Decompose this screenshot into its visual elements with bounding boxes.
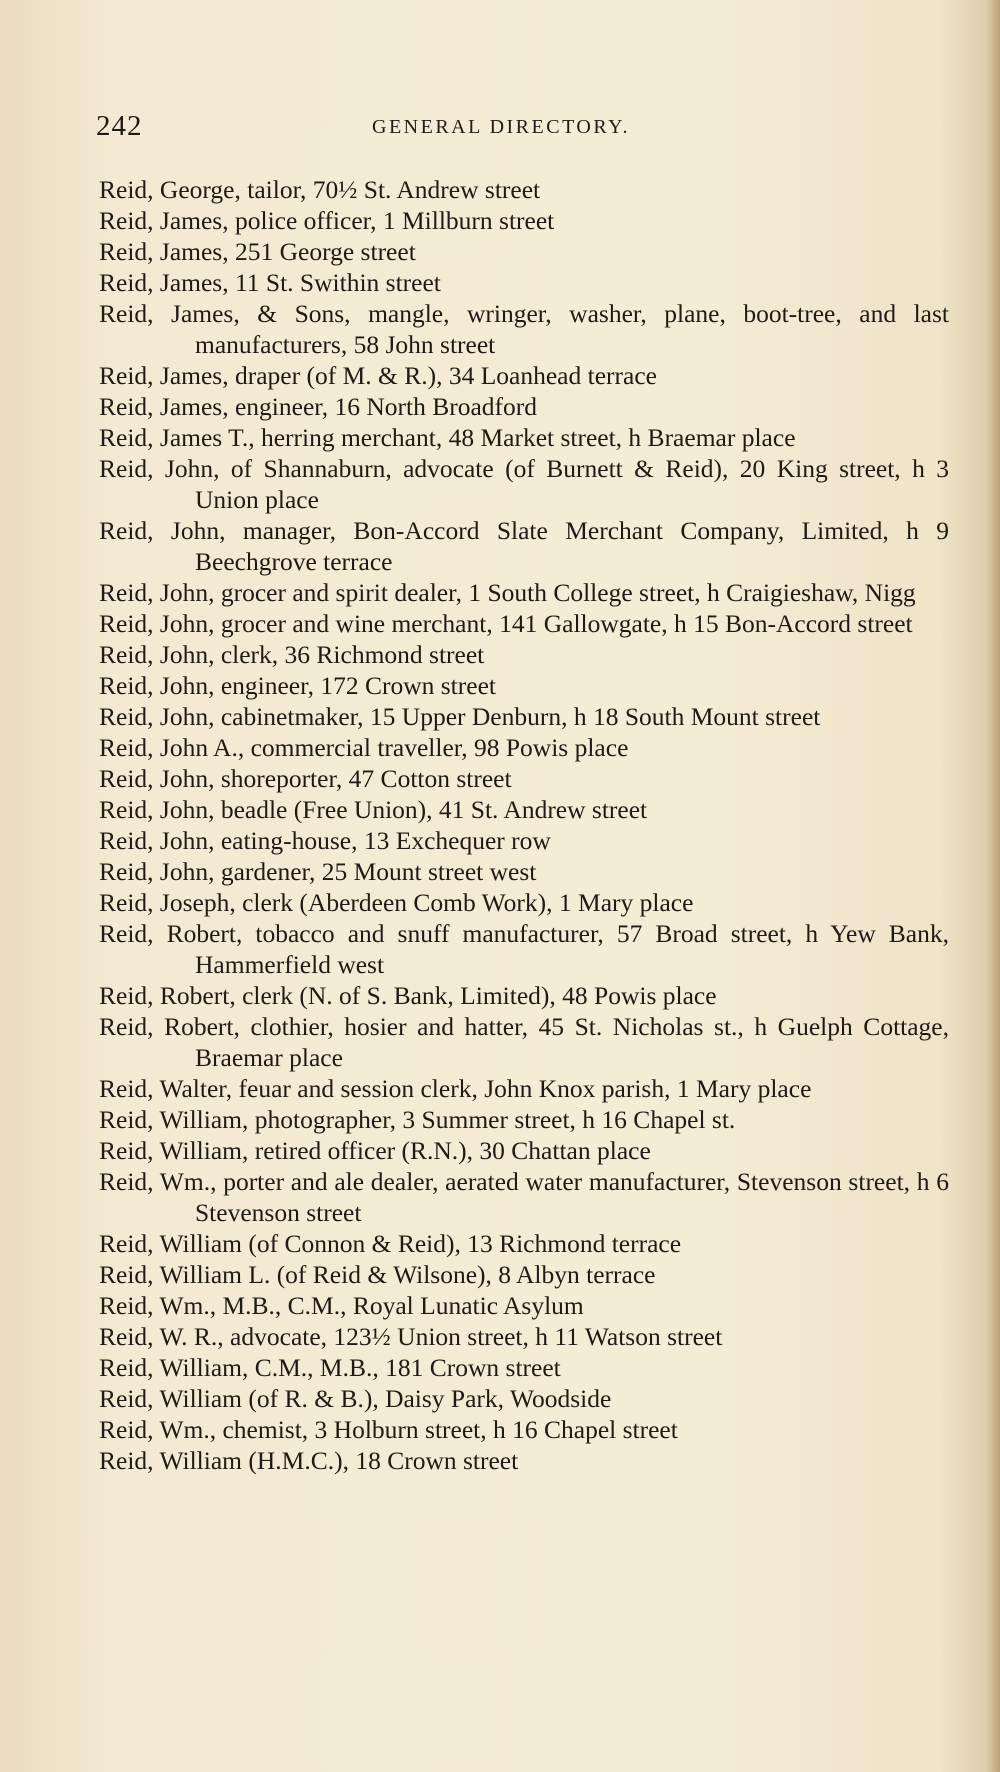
directory-entry: Reid, Robert, clerk (N. of S. Bank, Limited), 48 Powis place	[99, 981, 717, 1010]
directory-entry: Reid, Wm., chemist, 3 Holburn street, h 16 Chapel street	[99, 1415, 678, 1444]
directory-entry: Reid, John, clerk, 36 Richmond street	[99, 640, 485, 669]
directory-entry: Reid, Wm., porter and ale dealer, aerated water manufacturer, Stevenson street, h 6 Stevenson street	[99, 1167, 949, 1227]
directory-entry: Reid, John, eating-house, 13 Exchequer row	[99, 826, 551, 855]
directory-entry: Reid, William (of R. & B.), Daisy Park, Woodside	[99, 1384, 612, 1413]
directory-entry: Reid, John, manager, Bon-Accord Slate Merchant Company, Limited, h 9 Beechgrove terrace	[99, 516, 949, 576]
directory-entry: Reid, W. R., advocate, 123½ Union street, h 11 Watson street	[99, 1322, 723, 1351]
directory-entry: Reid, Joseph, clerk (Aberdeen Comb Work), 1 Mary place	[99, 888, 694, 917]
directory-entry: Reid, William, photographer, 3 Summer street, h 16 Chapel st.	[99, 1105, 736, 1134]
page-header	[96, 110, 956, 150]
directory-entry: Reid, John, of Shannaburn, advocate (of Burnett & Reid), 20 King street, h 3 Union place	[99, 454, 949, 514]
directory-entry: Reid, John, engineer, 172 Crown street	[99, 671, 496, 700]
directory-entry: Reid, Walter, feuar and session clerk, John Knox parish, 1 Mary place	[99, 1074, 812, 1103]
page-number: 242	[96, 110, 143, 142]
directory-entry: Reid, John, gardener, 25 Mount street west	[99, 857, 537, 886]
directory-entry: Reid, James, police officer, 1 Millburn street	[99, 206, 555, 235]
directory-entry: Reid, James, engineer, 16 North Broadford	[99, 392, 538, 421]
directory-entry: Reid, John A., commercial traveller, 98 Powis place	[99, 733, 629, 762]
directory-entry: Reid, William, retired officer (R.N.), 30 Chattan place	[99, 1136, 651, 1165]
directory-entry: Reid, Robert, clothier, hosier and hatter, 45 St. Nicholas st., h Guelph Cottage, Braemar place	[99, 1012, 949, 1072]
directory-entry: Reid, William, C.M., M.B., 181 Crown street	[99, 1353, 561, 1382]
directory-entry: Reid, William L. (of Reid & Wilsone), 8 Albyn terrace	[99, 1260, 656, 1289]
running-head: GENERAL DIRECTORY.	[372, 116, 630, 138]
directory-entries	[99, 174, 949, 1476]
directory-entry: Reid, William (H.M.C.), 18 Crown street	[99, 1446, 519, 1475]
directory-entry: Reid, John, beadle (Free Union), 41 St. Andrew street	[99, 795, 648, 824]
directory-entry: Reid, George, tailor, 70½ St. Andrew street	[99, 175, 541, 204]
directory-entry: Reid, John, grocer and spirit dealer, 1 South College street, h Craigieshaw, Nigg	[99, 578, 916, 607]
directory-entry: Reid, Robert, tobacco and snuff manufacturer, 57 Broad street, h Yew Bank, Hammerfield west	[99, 919, 949, 979]
directory-entry: Reid, John, grocer and wine merchant, 141 Gallowgate, h 15 Bon-Accord street	[99, 609, 913, 638]
directory-entry: Reid, James, draper (of M. & R.), 34 Loanhead terrace	[99, 361, 657, 390]
page-edge-shadow	[986, 0, 1000, 1772]
directory-entry: Reid, Wm., M.B., C.M., Royal Lunatic Asylum	[99, 1291, 584, 1320]
directory-entry: Reid, John, cabinetmaker, 15 Upper Denburn, h 18 South Mount street	[99, 702, 821, 731]
directory-entry: Reid, James T., herring merchant, 48 Market street, h Braemar place	[99, 423, 796, 452]
directory-entry: Reid, James, 251 George street	[99, 237, 416, 266]
directory-entry: Reid, William (of Connon & Reid), 13 Richmond terrace	[99, 1229, 682, 1258]
directory-entry: Reid, James, 11 St. Swithin street	[99, 268, 441, 297]
directory-entry: Reid, John, shoreporter, 47 Cotton street	[99, 764, 512, 793]
directory-entry: Reid, James, & Sons, mangle, wringer, washer, plane, boot-tree, and last manufacturers, 58 John street	[99, 299, 949, 359]
